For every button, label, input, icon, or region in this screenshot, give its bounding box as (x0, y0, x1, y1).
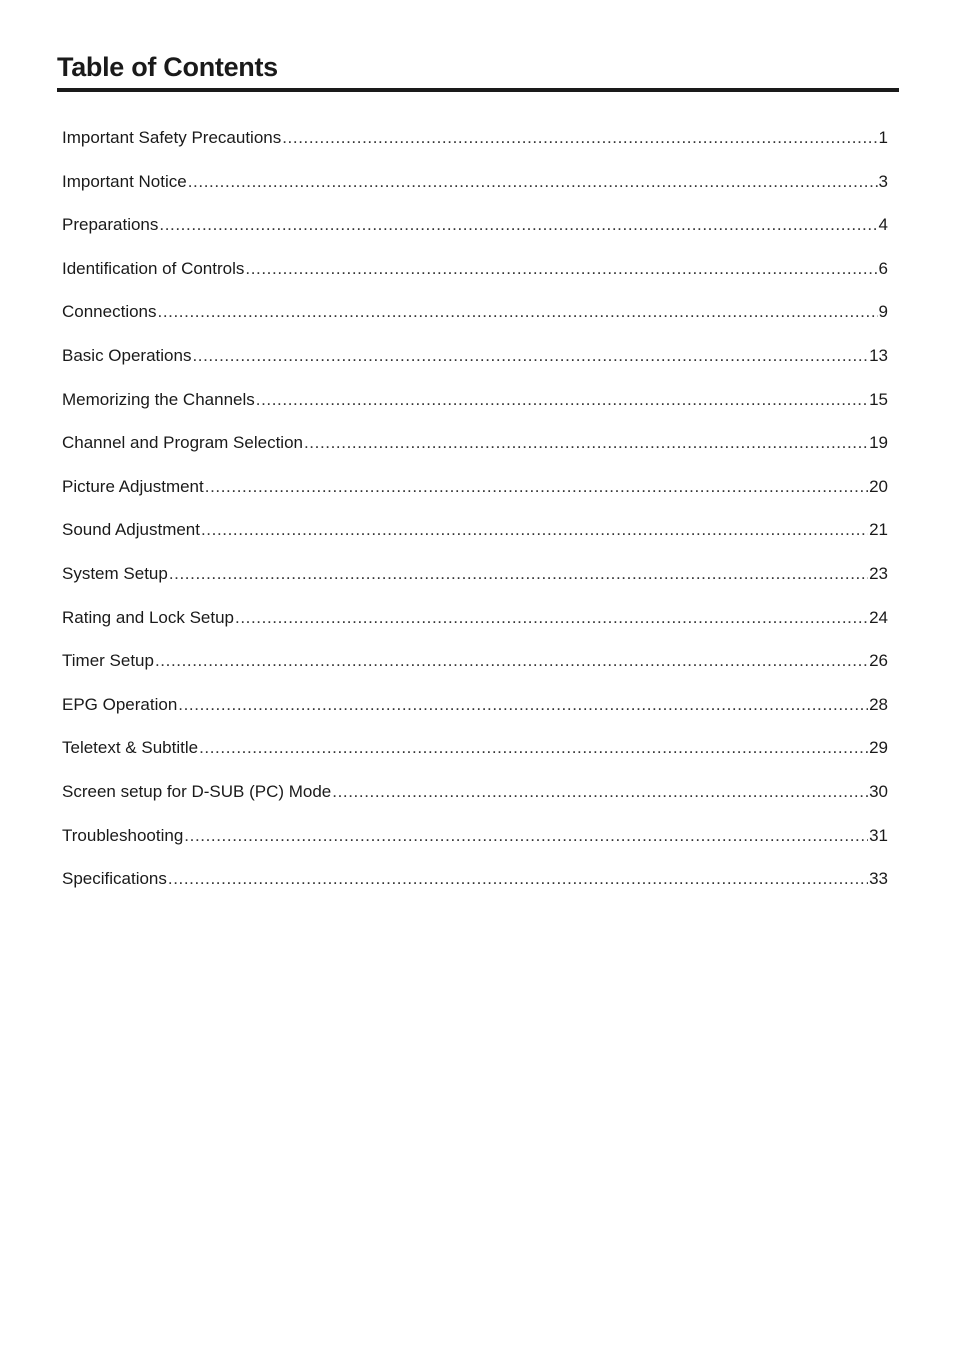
toc-entry-label: System Setup (62, 563, 168, 583)
toc-entry-page: 9 (878, 302, 888, 322)
dot-leader (192, 341, 868, 371)
toc-entry-label: Sound Adjustment (62, 520, 200, 540)
toc-entry-label: Specifications (62, 869, 167, 889)
toc-entry-page: 3 (878, 171, 888, 191)
toc-entry-page: 13 (869, 345, 888, 365)
toc-entry[interactable] (62, 821, 888, 865)
toc-entry-label: Preparations (62, 215, 159, 235)
dot-leader (245, 254, 877, 284)
toc-entry-page: 6 (878, 258, 888, 278)
toc-entry[interactable] (62, 777, 888, 821)
toc-entry[interactable] (62, 472, 888, 516)
toc-entry[interactable] (62, 385, 888, 429)
toc-entry[interactable] (62, 733, 888, 777)
toc-entry-label: Connections (62, 302, 157, 322)
toc-entry-page: 4 (878, 215, 888, 235)
dot-leader (158, 297, 878, 327)
toc-entry-label: Important Safety Precautions (62, 128, 282, 147)
toc-entry[interactable] (62, 210, 888, 254)
toc-entry-page: 15 (869, 389, 888, 409)
page-title: Table of Contents (57, 52, 278, 82)
toc-entry-label: Identification of Controls (62, 258, 245, 278)
toc-entry-page: 28 (869, 694, 888, 714)
dot-leader (169, 559, 868, 589)
toc-entry-page: 29 (869, 738, 888, 758)
toc-entry[interactable] (62, 864, 888, 908)
toc-entry-page: 21 (869, 520, 888, 540)
toc-entry-label: Teletext & Subtitle (62, 738, 199, 758)
toc-entry-page: 23 (869, 563, 888, 583)
toc-entry[interactable] (62, 515, 888, 559)
dot-leader (168, 864, 868, 894)
toc-entry-label: Picture Adjustment (62, 476, 204, 496)
toc-entry-label: Troubleshooting (62, 825, 184, 845)
toc-entry[interactable] (62, 341, 888, 385)
dot-leader (155, 646, 868, 676)
dot-leader (332, 777, 868, 807)
title-underline (57, 88, 899, 92)
toc-entry[interactable] (62, 603, 888, 647)
toc-entry-page: 20 (869, 476, 888, 496)
toc-entry-label: Rating and Lock Setup (62, 607, 235, 627)
toc-entry[interactable] (62, 297, 888, 341)
toc-entry[interactable] (62, 254, 888, 298)
toc-entry-page: 26 (869, 651, 888, 671)
toc-entry-label: Memorizing the Channels (62, 389, 255, 409)
toc-entry-label: Timer Setup (62, 651, 154, 671)
dot-leader (205, 472, 868, 502)
dot-leader (199, 733, 868, 763)
toc-entry[interactable] (62, 646, 888, 690)
toc-entry[interactable] (62, 428, 888, 472)
dot-leader (188, 167, 878, 197)
dot-leader (201, 515, 868, 545)
dot-leader (256, 385, 868, 415)
toc-entry-label: Channel and Program Selection (62, 433, 303, 453)
dot-leader (304, 428, 868, 458)
toc-entry-page: 24 (869, 607, 888, 627)
toc-entry-label: Basic Operations (62, 345, 192, 365)
dot-leader (235, 603, 868, 633)
toc-list (62, 123, 888, 908)
dot-leader (184, 821, 868, 851)
toc-entry-label: Screen setup for D-SUB (PC) Mode (62, 781, 332, 801)
dot-leader (159, 210, 877, 240)
toc-entry-label: EPG Operation (62, 694, 178, 714)
toc-entry-page: 31 (869, 825, 888, 845)
toc-entry-page: 30 (869, 781, 888, 801)
toc-entry[interactable] (62, 167, 888, 211)
toc-entry-page: 1 (878, 128, 888, 147)
toc-entry[interactable] (62, 559, 888, 603)
dot-leader (282, 123, 877, 153)
toc-entry[interactable] (62, 690, 888, 734)
toc-entry-page: 33 (869, 869, 888, 889)
toc-entry-label: Important Notice (62, 171, 187, 191)
toc-entry[interactable] (62, 123, 888, 167)
dot-leader (178, 690, 868, 720)
toc-entry-page: 19 (869, 433, 888, 453)
